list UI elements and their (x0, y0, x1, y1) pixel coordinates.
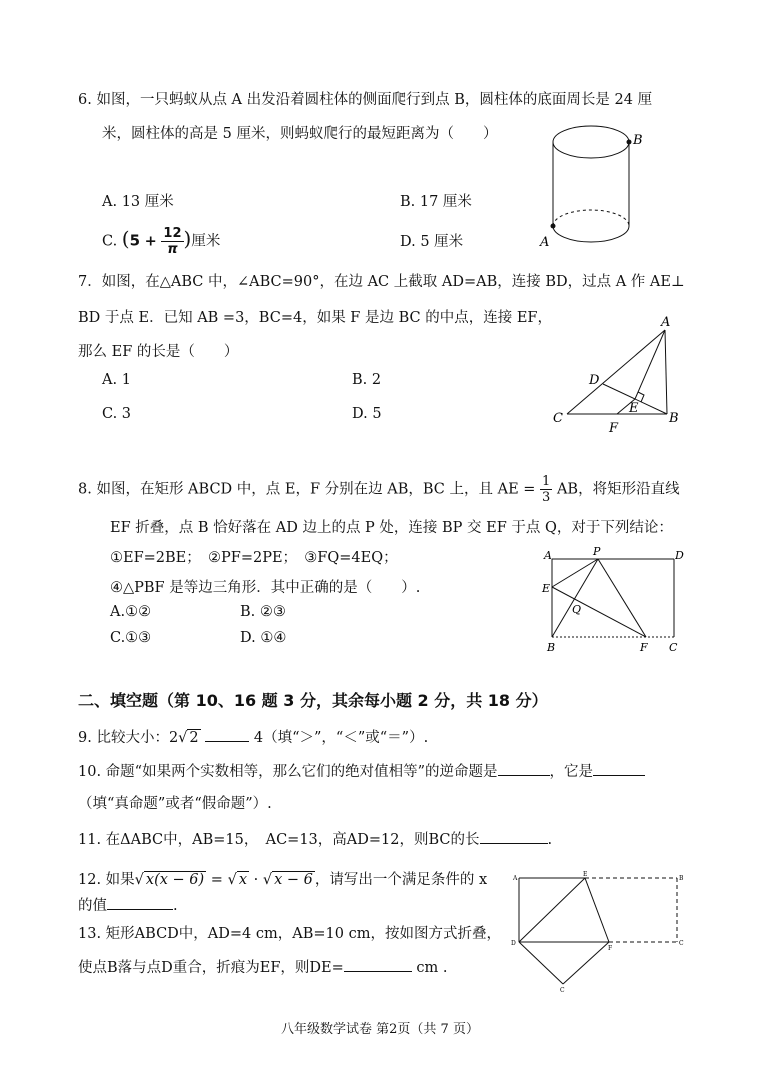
q6-option-c-unit: 厘米 (191, 233, 221, 250)
label-b: B (679, 875, 684, 882)
q12-answer-blank[interactable] (107, 895, 173, 910)
q11-text (78, 828, 552, 849)
q10-line1-pre: 10. 命题“如果两个实数相等，那么它们的绝对值相等”的逆命题是 (78, 764, 498, 780)
q8-option-b: B. ②③ (240, 604, 286, 620)
q9-text: 9. 比较大小：2√ 2 4（填“＞”，“＜”或“＝”）. (78, 726, 428, 747)
q8-line1-post: AB，将矩形沿直线 (556, 481, 680, 498)
label-p: P (593, 545, 601, 558)
q9-post: 4（填“＞”，“＜”或“＝”）. (249, 730, 429, 746)
q13-line2-pre: 使点B落与点D重合，折痕为EF，则DE= (78, 960, 344, 976)
label-a: A (544, 549, 552, 562)
q7-option-a: A. 1 (102, 372, 131, 388)
q13-line2-post: cm . (411, 960, 448, 976)
q8-line4: ④△PBF 是等边三角形．其中正确的是（ ）. (110, 580, 421, 596)
q10-blank-2[interactable] (593, 761, 645, 776)
q6-option-c-prefix: C. (102, 233, 118, 250)
segment-ab (665, 330, 667, 414)
q6-option-b: B. 17 厘米 (400, 194, 472, 210)
q10-line2: （填“真命题”或者“假命题”）. (78, 796, 272, 812)
segment-ca (567, 330, 665, 414)
q8-line3: ①EF=2BE； ②PF=2PE； ③FQ=4EQ； (110, 550, 398, 566)
point-a (551, 224, 556, 229)
section-title: 二、填空题（第 10、16 题 3 分，其余每小题 2 分，共 18 分） (78, 691, 548, 710)
page-footer: 八年级数学试卷 第2页（共 7 页） (281, 1022, 479, 1037)
label-d: D (675, 549, 684, 562)
q7-option-c: C. 3 (102, 406, 132, 422)
segment-cpf (563, 942, 609, 984)
q8-line1-pre: 8. 如图，在矩形 ABCD 中，点 E，F 分别在边 AB，BC 上，且 AE = (78, 481, 536, 498)
q10-blank-1[interactable] (498, 761, 550, 776)
label-e: E (629, 401, 639, 416)
cylinder-bottom-front (553, 226, 629, 242)
q9-answer-blank[interactable] (205, 727, 249, 742)
segment-ef (585, 878, 609, 942)
q7-option-b: B. 2 (352, 372, 382, 388)
label-f: F (609, 421, 619, 436)
q13-answer-blank[interactable] (344, 957, 412, 972)
q8-option-a: A.①② (110, 604, 152, 620)
label-a: A (513, 875, 518, 882)
q12-line1: 12. 如果√ x(x − 6) = √ x · √ x − 6 ，请写出一个满足条件的 x (78, 872, 488, 888)
q8-line1 (78, 474, 680, 505)
label-b: B (669, 411, 679, 426)
q12-radical-3: x − 6 (274, 872, 313, 888)
point-b (627, 140, 632, 145)
q8-option-c: C.①③ (110, 630, 152, 646)
q11-answer-blank[interactable] (480, 829, 548, 844)
label-f: F (608, 945, 613, 952)
q13-line1: 13. 矩形ABCD中，AD=4 cm，AB=10 cm，按如图方式折叠， (78, 926, 501, 942)
label-e: E (542, 582, 551, 595)
q11-body: 11. 在ΔABC中，AB=15， AC=13，高AD=12，则BC的长 (78, 832, 480, 848)
q6-option-a: A. 13 厘米 (102, 194, 174, 210)
q7-option-d: D. 5 (352, 406, 382, 422)
q7-line1: 7．如图，在△ABC 中，∠ABC=90°，在边 AC 上截取 AD=AB，连接 BD，过点 A 作 AE⊥ (78, 274, 685, 290)
label-c: C (679, 940, 684, 947)
label-d: D (589, 373, 600, 388)
q12-equals: = (206, 872, 228, 888)
q6-line2: 米，圆柱体的高是 5 厘米，则蚂蚁爬行的最短距离为（ ） (102, 126, 498, 142)
label-b: B (633, 133, 643, 148)
label-e: E (583, 871, 588, 878)
label-a: A (661, 315, 671, 330)
q12-line2-end: . (173, 898, 178, 914)
q8-line2: EF 折叠，点 B 恰好落在 AD 边上的点 P 处，连接 BP 交 EF 于点 Q，对于下列结论： (110, 520, 673, 536)
q10-line1-mid: ，它是 (549, 764, 593, 780)
label-c-prime: C (560, 987, 565, 994)
q12-dot: · (249, 872, 263, 888)
label-f: F (640, 641, 648, 654)
q10-line1 (78, 760, 645, 781)
segment-ae (635, 330, 665, 399)
cylinder-top (553, 126, 629, 158)
label-b: B (547, 641, 556, 654)
q9-radical: 2 (189, 730, 199, 746)
q9-pre: 9. 比较大小：2 (78, 730, 179, 746)
q6-option-c-term: 5 (129, 231, 141, 250)
q12-radical-2: x (238, 872, 247, 888)
q6-option-c: C. (5 + $\frac{12}{\pi}$ )厘米 (102, 226, 221, 257)
q6-option-d: D. 5 厘米 (400, 234, 464, 250)
q8-rectangle-figure (538, 545, 688, 657)
q13-fold-figure (505, 868, 690, 996)
q7-line2: BD 于点 E．已知 AB =3，BC=4，如果 F 是边 BC 的中点，连接 EF， (78, 310, 552, 326)
q12-post: ，请写出一个满足条件的 x (314, 872, 488, 888)
segment-pf (598, 559, 646, 637)
segment-ep (552, 559, 598, 587)
q7-line3: 那么 EF 的长是（ ） (78, 344, 239, 360)
q6-option-c-fraction: $\frac{12}{\pi}$ (163, 226, 182, 257)
q12-pre: 12. 如果 (78, 872, 135, 888)
segment-ef (552, 587, 646, 637)
segment-de (519, 878, 585, 942)
q6-line1: 6. 如图，一只蚂蚁从点 A 出发沿着圆柱体的侧面爬行到点 B，圆柱体的底面周长是 24 厘 (78, 92, 653, 108)
q11-end: . (547, 832, 553, 848)
q12-radical-1: x(x − 6) (145, 872, 205, 888)
q8-fraction: $\frac{1}{3}$ (542, 474, 551, 505)
q7-triangle-figure (545, 312, 685, 437)
segment-pb (552, 559, 598, 637)
label-c: C (669, 641, 678, 654)
q6-cylinder-figure (535, 122, 645, 252)
q13-line2 (78, 956, 448, 977)
cylinder-bottom-back (553, 210, 629, 226)
q12-line2-pre: 的值 (78, 898, 107, 914)
label-d: D (511, 940, 516, 947)
segment-dcp (519, 942, 563, 984)
label-q: Q (572, 603, 582, 616)
q6-option-c-op: + (144, 233, 157, 250)
label-a: A (540, 235, 550, 250)
label-c: C (553, 411, 563, 426)
q12-line2 (78, 894, 178, 915)
q8-option-d: D. ①④ (240, 630, 287, 646)
